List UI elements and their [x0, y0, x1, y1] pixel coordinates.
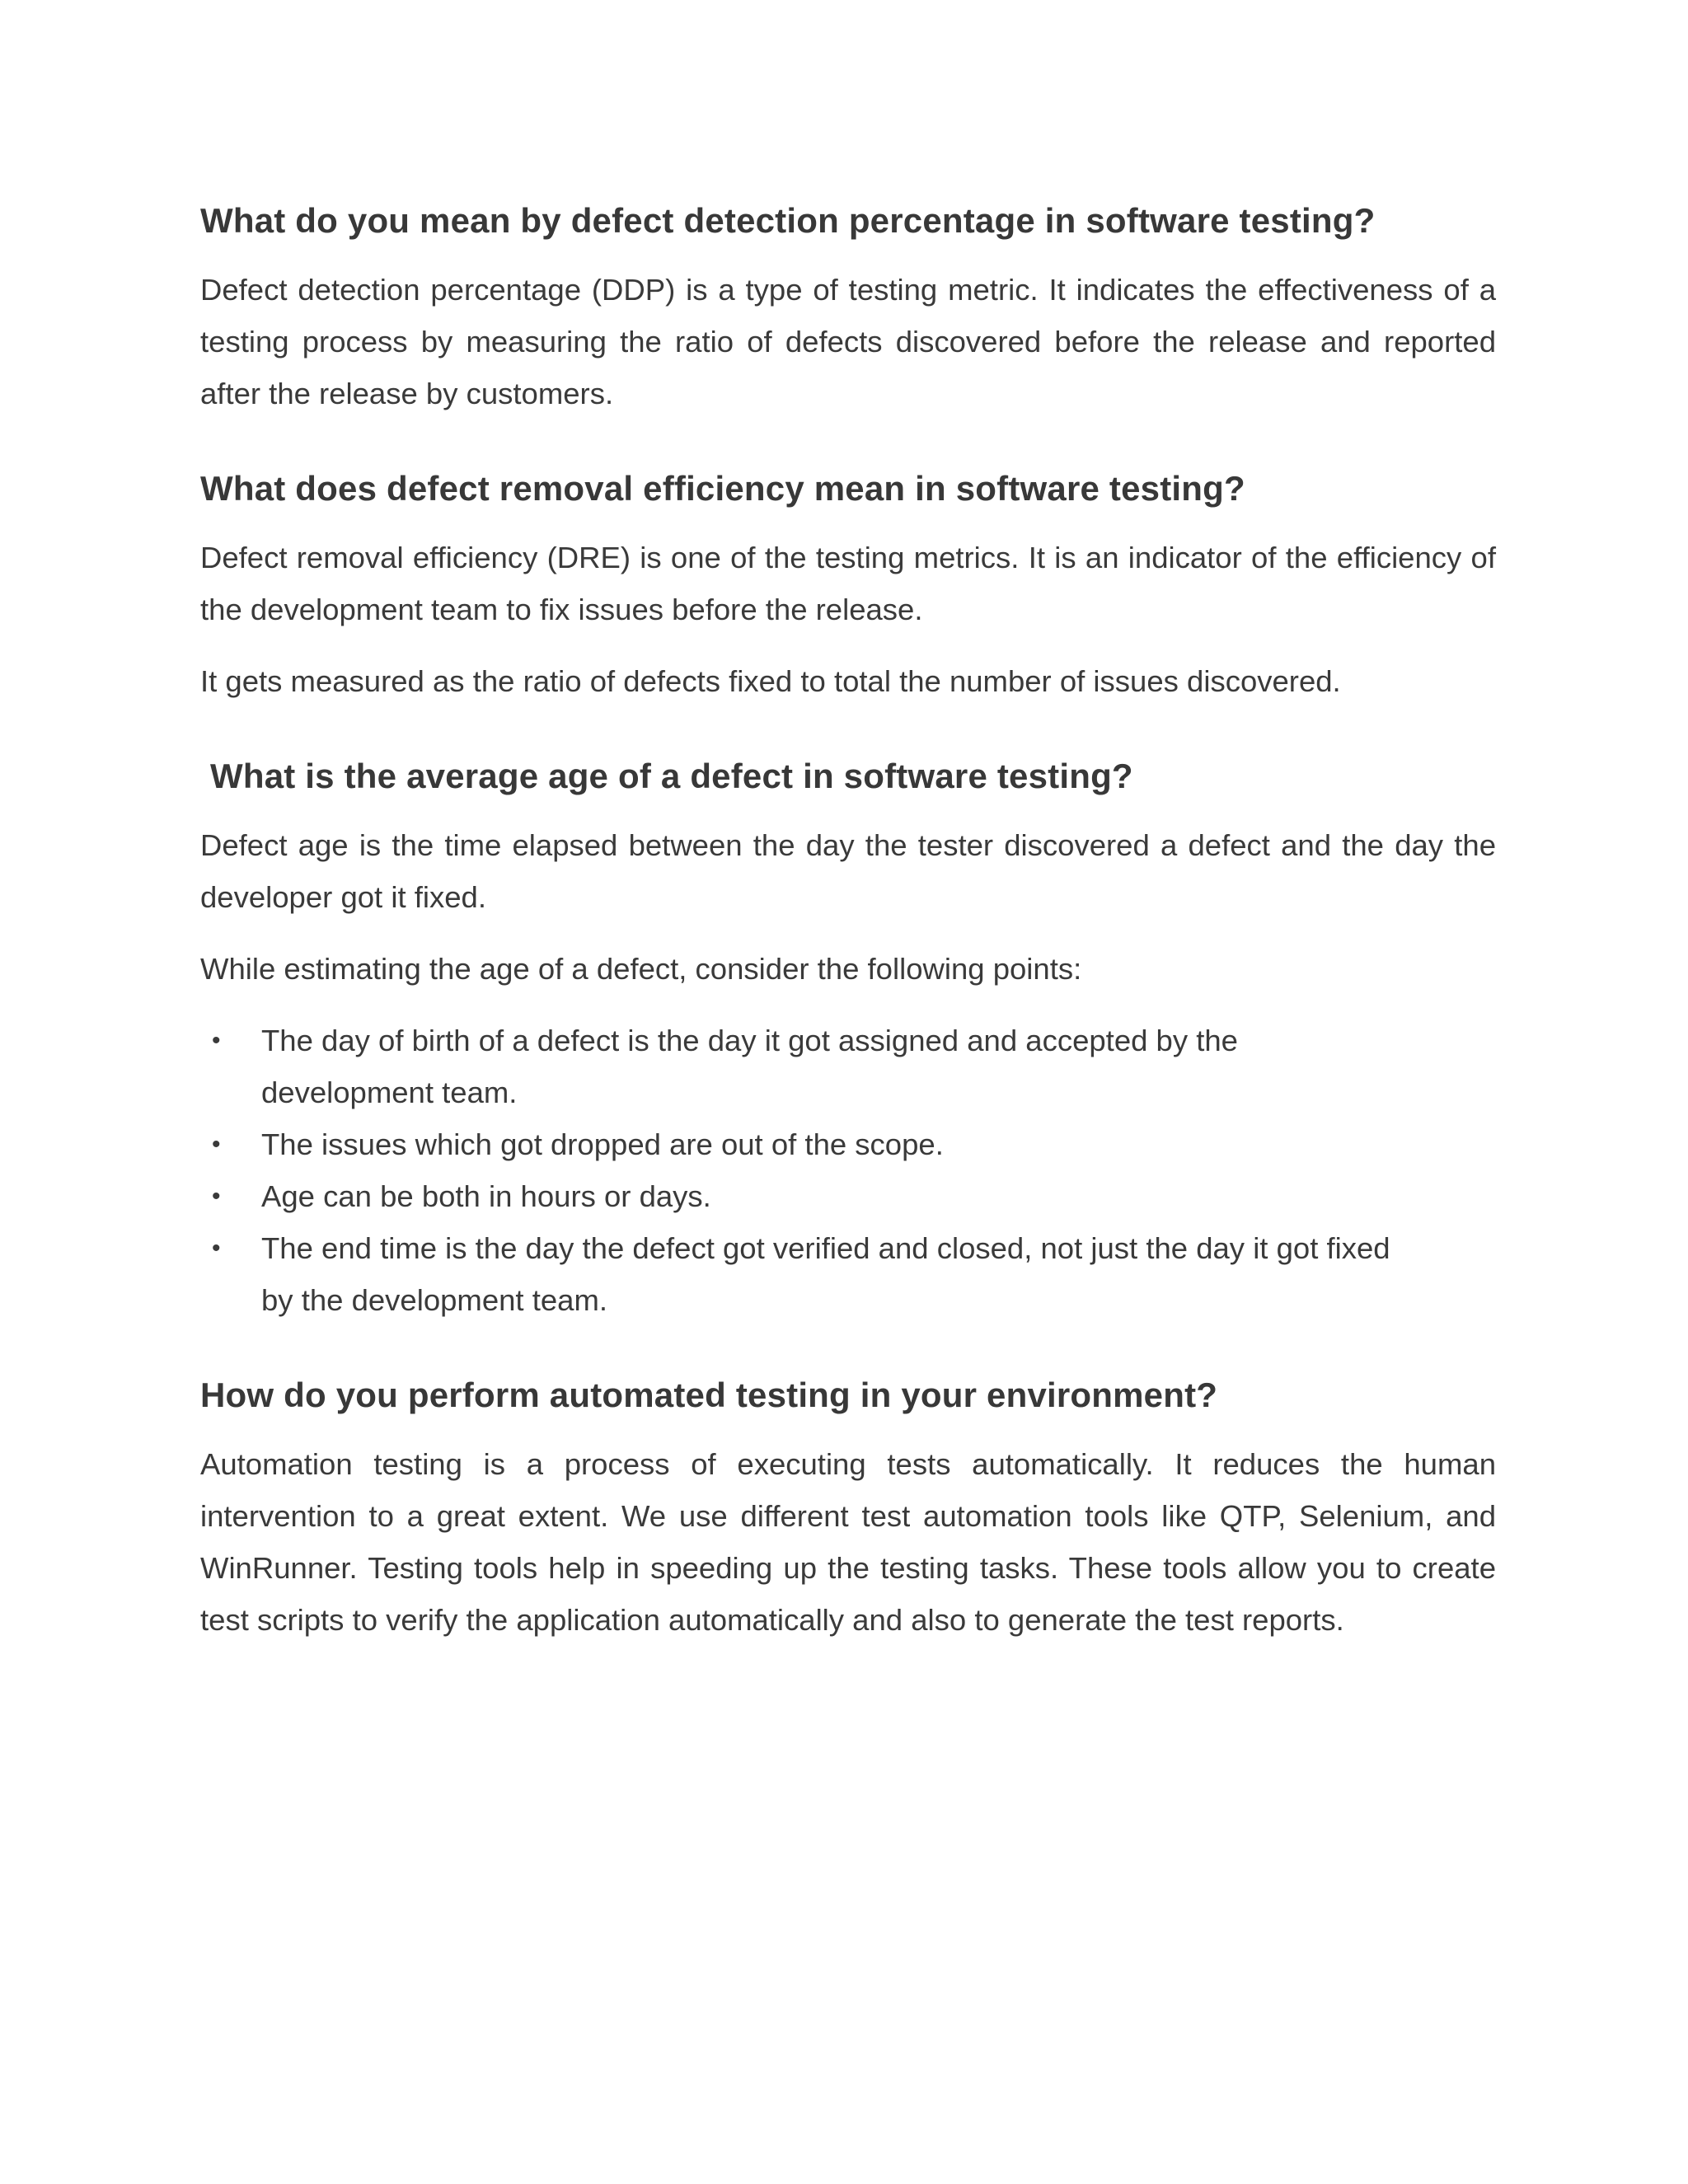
paragraph-automated-testing: Automation testing is a process of executing tests automatically. It reduces the human intervention to a great extent. We use different test automation tools like QTP, Selenium, and WinRunner. Testing tools help in speeding up the testing tasks. These tools allow you to create test scripts to verify the application automatically and also to generate the test reports. — [200, 1447, 1496, 1637]
paragraph-defect-age: Defect age is the time elapsed between the day the tester discovered a defect and the day the developer got it fixed. — [200, 828, 1496, 914]
bullet-icon: • — [212, 1131, 221, 1158]
bullet-list-defect-age — [200, 1015, 1496, 1326]
list-item-text: The day of birth of a defect is the day it got assigned and accepted by the development team. — [261, 1024, 1238, 1109]
bullet-icon: • — [212, 1027, 221, 1054]
paragraph-dre-measure: It gets measured as the ratio of defects fixed to total the number of issues discovered. — [200, 664, 1341, 698]
document-page — [200, 198, 1496, 1646]
bullet-icon: • — [212, 1235, 221, 1262]
list-item — [200, 1170, 1399, 1222]
section-heading-dre: What does defect removal efficiency mean in software testing? — [200, 469, 1245, 508]
paragraph-dre: Defect removal efficiency (DRE) is one of the testing metrics. It is an indicator of the efficiency of the development team to fix issues before the release. — [200, 541, 1496, 626]
paragraph-defect-age-points: While estimating the age of a defect, consider the following points: — [200, 952, 1082, 986]
list-item — [200, 1015, 1399, 1118]
list-item — [200, 1118, 1399, 1170]
bullet-icon: • — [212, 1183, 221, 1210]
list-item-text: The end time is the day the defect got verified and closed, not just the day it got fixed by the development team. — [261, 1231, 1390, 1317]
list-item-text: Age can be both in hours or days. — [261, 1179, 711, 1213]
list-item — [200, 1222, 1399, 1326]
section-heading-ddp: What do you mean by defect detection percentage in software testing? — [200, 201, 1376, 240]
section-heading-automated-testing: How do you perform automated testing in your environment? — [200, 1376, 1218, 1414]
list-item-text: The issues which got dropped are out of the scope. — [261, 1127, 944, 1161]
paragraph-ddp: Defect detection percentage (DDP) is a type of testing metric. It indicates the effectiveness of a testing process by measuring the ratio of defects discovered before the release and reported after the release by customers. — [200, 273, 1496, 410]
section-heading-defect-age: What is the average age of a defect in software testing? — [210, 757, 1133, 795]
